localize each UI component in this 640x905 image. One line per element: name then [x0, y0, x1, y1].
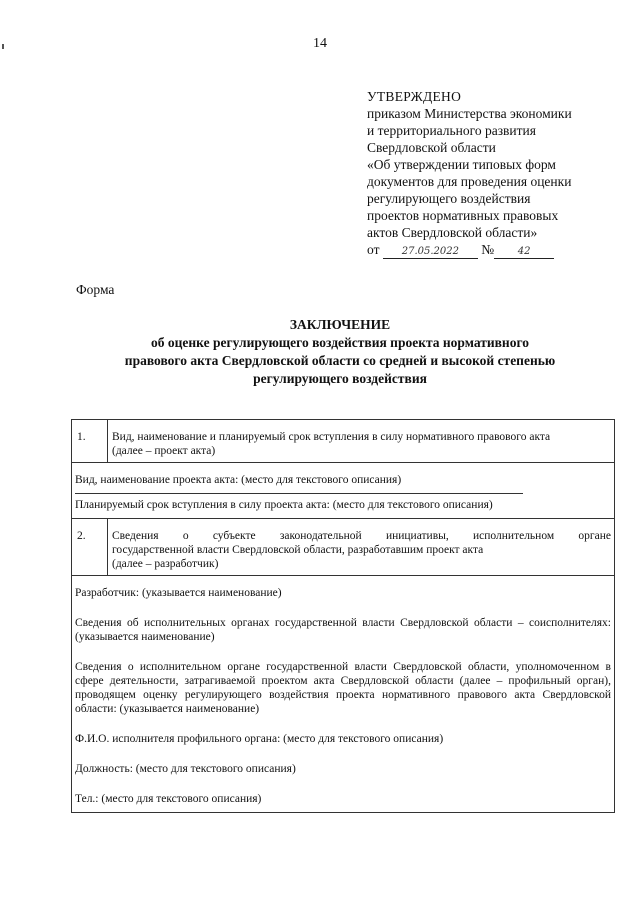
approval-line: регулирующего воздействия: [367, 191, 531, 206]
approval-block: [367, 88, 617, 259]
fill-line-divider: [75, 493, 523, 494]
conclusion-form-table: [71, 419, 615, 813]
section-number: 1.: [72, 420, 108, 463]
section-heading-note: (далее – разработчик): [112, 558, 219, 570]
field-developer: Разработчик: (указывается наименование): [75, 587, 282, 599]
approval-line: документов для проведения оценки: [367, 174, 572, 189]
field-phone: Тел.: (место для текстового описания): [75, 793, 262, 805]
approval-line: «Об утверждении типовых форм: [367, 157, 556, 172]
section-heading-text: государственной власти Свердловской области, разработавшим проект акта: [112, 544, 484, 556]
number-prefix: №: [481, 242, 495, 257]
section-1-header-row: [72, 420, 615, 463]
date-prefix: от: [367, 242, 380, 257]
form-label: Форма: [76, 282, 115, 297]
section-2-body: [72, 576, 615, 813]
section-number: 2.: [72, 519, 108, 576]
section-2-body-row: [72, 576, 615, 813]
field-executor-name: Ф.И.О. исполнителя профильного органа: (место для текстового описания): [75, 733, 444, 745]
title-line: ЗАКЛЮЧЕНИЕ: [289, 317, 391, 332]
approval-date-number-row: [367, 241, 617, 259]
field-entry-into-force: Планируемый срок вступления в силу проекта акта: (место для текстового описания): [75, 499, 493, 511]
section-1-body-row: [72, 463, 615, 519]
handwritten-date: 27.05.2022: [383, 246, 478, 259]
title-line: регулирующего воздействия: [253, 371, 427, 386]
section-heading-text: Вид, наименование и планируемый срок вступления в силу нормативного правового акта: [112, 431, 551, 443]
section-heading-text: Сведения о субъекте законодательной инициативы, исполнительном органе: [112, 530, 611, 542]
field-draft-name: Вид, наименование проекта акта: (место для текстового описания): [75, 474, 402, 486]
title-line: об оценке регулирующего воздействия проекта нормативного: [150, 335, 530, 350]
section-1-heading: [108, 420, 615, 463]
page-number: 14: [313, 36, 327, 51]
approval-line: проектов нормативных правовых: [367, 208, 559, 223]
field-profile-body: Сведения о исполнительном органе государственной власти Свердловской области, уполномоченном в сфере деятельности, затрагиваемой проектом акта Свердловской области (далее – профильный орган), проводящем оценку регулирующего воздействия проекта нормативного правового акта Свердловской области: (указывается наименование): [75, 661, 611, 715]
section-2-heading: [108, 519, 615, 576]
field-co-executors: Сведения об исполнительных органах государственной власти Свердловской области – соисполнителях: (указывается наименование): [75, 617, 611, 643]
title-line: правового акта Свердловской области со средней и высокой степенью: [124, 353, 556, 368]
handwritten-number: 42: [494, 246, 554, 259]
approval-line: актов Свердловской области»: [367, 225, 538, 240]
section-1-body: [72, 463, 615, 519]
approval-line: Свердловской области: [367, 140, 496, 155]
approval-line: приказом Министерства экономики: [367, 106, 572, 121]
approval-heading: УТВЕРЖДЕНО: [367, 89, 462, 104]
document-title: [70, 316, 610, 388]
section-heading-note: (далее – проект акта): [112, 445, 216, 457]
approval-line: и территориального развития: [367, 123, 536, 138]
section-2-header-row: [72, 519, 615, 576]
field-position: Должность: (место для текстового описания): [75, 763, 296, 775]
